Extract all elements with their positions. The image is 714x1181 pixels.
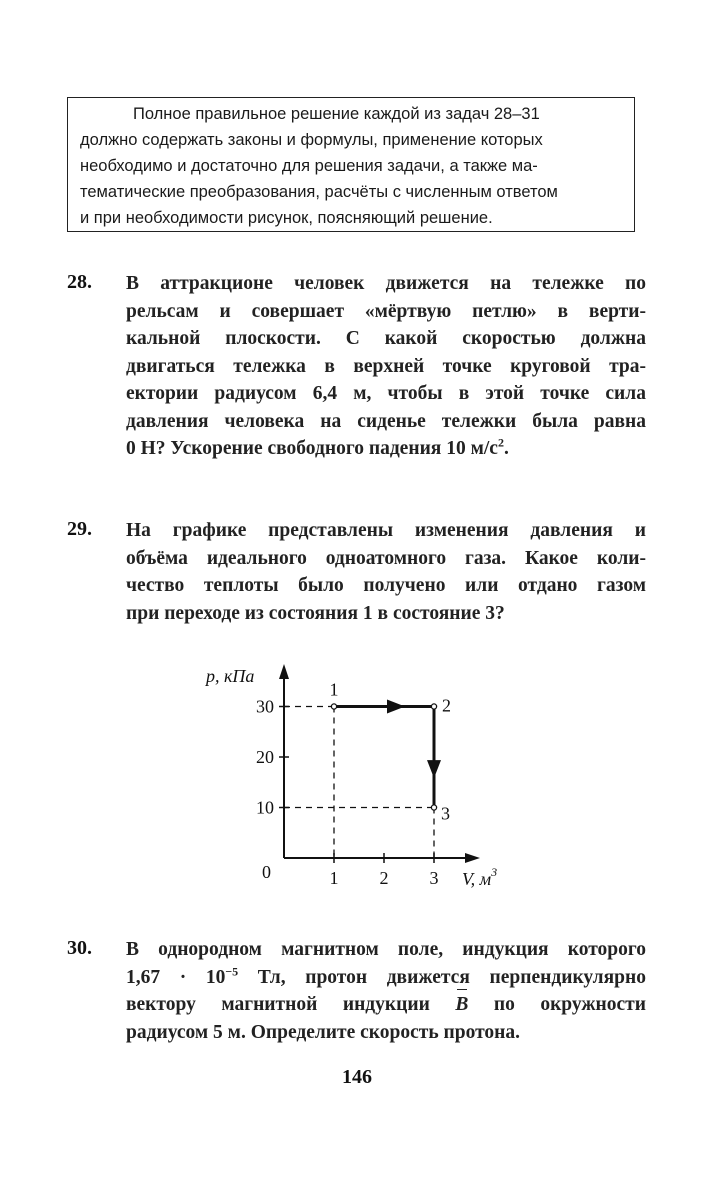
y-tick-label: 20 (256, 747, 274, 767)
x-axis-label-exponent: 3 (491, 865, 498, 879)
y-axis-label: p, кПа (206, 666, 255, 686)
problem-number: 29. (67, 518, 92, 540)
y-tick-label: 30 (256, 696, 274, 717)
problem-line: давления человека на сиденье тележки была равна (126, 410, 646, 432)
x-axis-label (462, 865, 497, 889)
notice-line: и при необходимости рисунок, поясняющий решение. (80, 209, 493, 227)
problem-number: 30. (67, 937, 92, 959)
state-label: 1 (329, 679, 339, 700)
guide-lines (284, 707, 434, 859)
page-number: 146 (342, 1066, 372, 1088)
state-point (431, 805, 436, 810)
problem-text (126, 270, 646, 463)
state-point (431, 704, 436, 709)
state-label: 2 (442, 695, 451, 716)
notice-line: тематические преобразования, расчёты с численным ответом (80, 183, 558, 201)
pv-graph (200, 660, 530, 895)
problem-line (126, 435, 646, 463)
problem-line: На графике представлены изменения давления и (126, 520, 646, 541)
problem-number: 28. (67, 271, 92, 293)
exponent: −5 (225, 964, 239, 978)
x-tick-label: 2 (379, 868, 389, 888)
notice-line: должно содержать законы и формулы, применение которых (80, 131, 543, 149)
problem-line-text: Тл, протон движется перпендикулярно (238, 966, 646, 988)
direction-arrow-icon (387, 700, 405, 714)
notice-line: необходимо и достаточно для решения задачи, а также ма- (80, 157, 538, 175)
x-axis-label-text: V, м (462, 869, 492, 889)
y-axis-arrow-icon (279, 664, 289, 679)
problem-line: двигаться тележка в верхней точке круговой тра- (126, 355, 646, 377)
problem-text (126, 517, 646, 627)
problem-line: В однородном магнитном поле, индукция которого (126, 939, 646, 960)
requirements-notice (67, 97, 635, 232)
notice-line: Полное правильное решение каждой из задач 28–31 (133, 105, 540, 123)
vector-b: B (455, 991, 468, 1019)
y-tick-label: 10 (256, 797, 274, 818)
problem-line: при переходе из состояния 1 в состояние 3? (126, 602, 505, 624)
x-axis-arrow-icon (465, 853, 480, 863)
problem-line: кальной плоскости. С какой скоростью должна (126, 328, 646, 349)
problem-line (126, 964, 646, 992)
problem-line: рельсам и совершает «мёртвую петлю» в верти- (126, 300, 646, 322)
direction-arrow-icon (427, 760, 441, 778)
state-point (331, 704, 336, 709)
problem-line: чество теплоты было получено или отдано газом (126, 575, 646, 596)
problem-line: радиусом 5 м. Определите скорость протона. (126, 1021, 521, 1043)
problem-line-text: 1,67 · 10 (126, 966, 226, 988)
problem-line-text: по окружности (468, 994, 646, 1015)
x-tick-label: 1 (329, 868, 339, 888)
problem-line: ектории радиусом 6,4 м, чтобы в этой точке сила (126, 383, 646, 404)
x-tick-label: 3 (429, 868, 439, 888)
problem-line: В аттракционе человек движется на тележке по (126, 273, 646, 294)
problem-line-end: . (503, 438, 509, 459)
state-label: 3 (441, 803, 450, 824)
problem-line-text: 0 Н? Ускорение свободного падения 10 м/с (126, 438, 498, 459)
problem-text (126, 936, 646, 1046)
problem-line: объёма идеального одноатомного газа. Какое коли- (126, 547, 646, 569)
origin-label: 0 (262, 862, 271, 882)
problem-line (126, 991, 646, 1019)
problem-line-text: вектору магнитной индукции (126, 994, 456, 1015)
exponent: 2 (497, 435, 504, 450)
process-lines (334, 700, 441, 808)
